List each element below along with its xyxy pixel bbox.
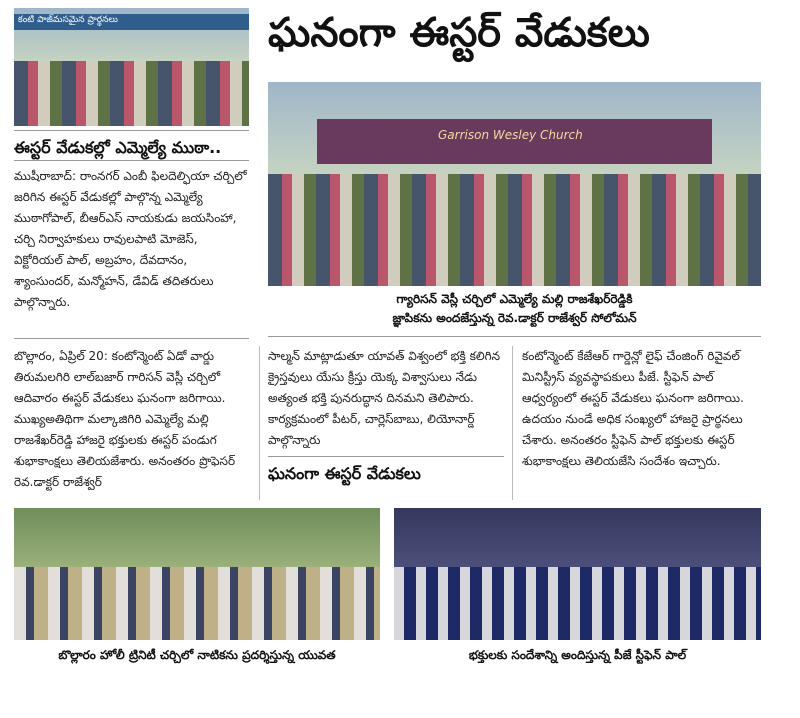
main-story-photo xyxy=(268,82,761,286)
page-headline: ఘనంగా ఈస్టర్ వేడుకలు xyxy=(268,10,650,56)
divider xyxy=(14,160,249,161)
main-photo-banner-text: Garrison Wesley Church xyxy=(438,128,583,142)
divider xyxy=(268,456,504,457)
column-divider xyxy=(512,346,513,500)
bottom-right-caption: భక్తులకు సందేశాన్ని అందిస్తున్న పీజే స్టీఫెన్ పాల్ xyxy=(468,648,687,662)
divider xyxy=(14,130,249,131)
divider xyxy=(14,338,249,339)
column-2: సాల్మన్ మాట్లాడుతూ యావత్ విశ్వంలో భక్తి కలిగిన క్రైస్తవులు యేసు క్రీస్తు యెక్క విశ్వాసులు నేడు అత్యంత భక్తి పునరుద్ధాన దినమని తెలిపారు. కార్యక్రమంలో పీటర్, చార్లెస్‌బాబు, లియోనార్డ్ పాల్గొన్నారు xyxy=(268,349,501,447)
column-1: బొల్లారం, ఏప్రిల్ 20: కంటోన్మెంట్ ఏడో వార్డు తిరుమలగిరి లాల్‌బజార్ గారిసన్ వెస్లీ చర్చిలో ఆదివారం ఈస్టర్ వేడుకలు ఘనంగా జరిగాయి. ముఖ్యఅతిథిగా మల్కాజిగిరి ఎమ్మెల్యే మల్లి రాజశేఖర్‌రెడ్డి హాజరై భక్తులకు ఈస్టర్ పండుగ శుభాకాంక్షలు తెలియజేశారు. అనంతరం ప్రొఫెసర్ రెవ.డాక్టర్ రాజేశ్వర్ xyxy=(14,349,236,489)
main-photo-caption xyxy=(268,290,761,328)
column-3: కంటోన్మెంట్ కేజేఆర్ గార్డెన్లో లైఫ్ చేంజింగ్ రివైవల్ మినిస్ట్రీస్ వ్యవస్థాపకులు పీజే. స్టీఫెన్ పాల్ ఆధ్వర్యంలో ఈస్టర్ వేడుకలు ఘనంగా జరిగాయి. ఉదయం నుండే అధిక సంఖ్యలో హాజరై ప్రార్థనలు చేశారు. అనంతరం స్టీఫెన్ పాల్ భక్తులకు ఈస్టర్ శుభాకాంక్షలు తెలియజేసి సందేశం ఇచ్చారు. xyxy=(522,349,744,468)
bottom-left-caption: బొల్లారం హోలీ ట్రినిటీ చర్చిలో నాటికను ప్రదర్శిస్తున్న యువత xyxy=(58,648,336,662)
main-caption-line2: జ్ఞాపికను అందజేస్తున్న రెవ.డాక్టర్ రాజేశ్వర్ సోలోమన్ xyxy=(392,311,637,325)
column-2-subhead: ఘనంగా ఈస్టర్ వేడుకలు xyxy=(268,464,421,483)
left-photo-banner-text: కంటి పాజ్‌మసమైన ప్రార్థనలు xyxy=(18,15,118,25)
main-caption-line1: గ్యారిసన్ వెస్లీ చర్చిలో ఎమ్మెల్యే మల్లి రాజశేఖర్‌రెడ్డికి xyxy=(396,292,633,306)
bottom-right-photo xyxy=(394,508,761,640)
left-story-body: ముషీరాబాద్: రాంనగర్ ఎంబీ ఫిలదెల్ఫియా చర్చిలో జరిగిన ఈస్టర్ వేడుకల్లో పాల్గొన్న ఎమ్మెల్యే ముఠాగోపాల్, బీఆర్ఎస్ నాయకుడు జయసింహా, చర్చి నిర్వాహకులు రావులపాటి మోజెస్, విక్టోరియల్ పాల్, అబ్రహం, దేవదానం, శ్యాంసుందర్, మన్మోహన్, డేవిడ్ తదితరులు పాల్గొన్నారు. xyxy=(14,169,247,309)
column-divider xyxy=(259,346,260,500)
divider xyxy=(268,336,761,337)
bottom-left-photo xyxy=(14,508,380,640)
left-story-subhead: ఈస్టర్ వేడుకల్లో ఎమ్మెల్యే ముఠా.. xyxy=(14,138,222,157)
left-story-photo xyxy=(14,8,249,126)
